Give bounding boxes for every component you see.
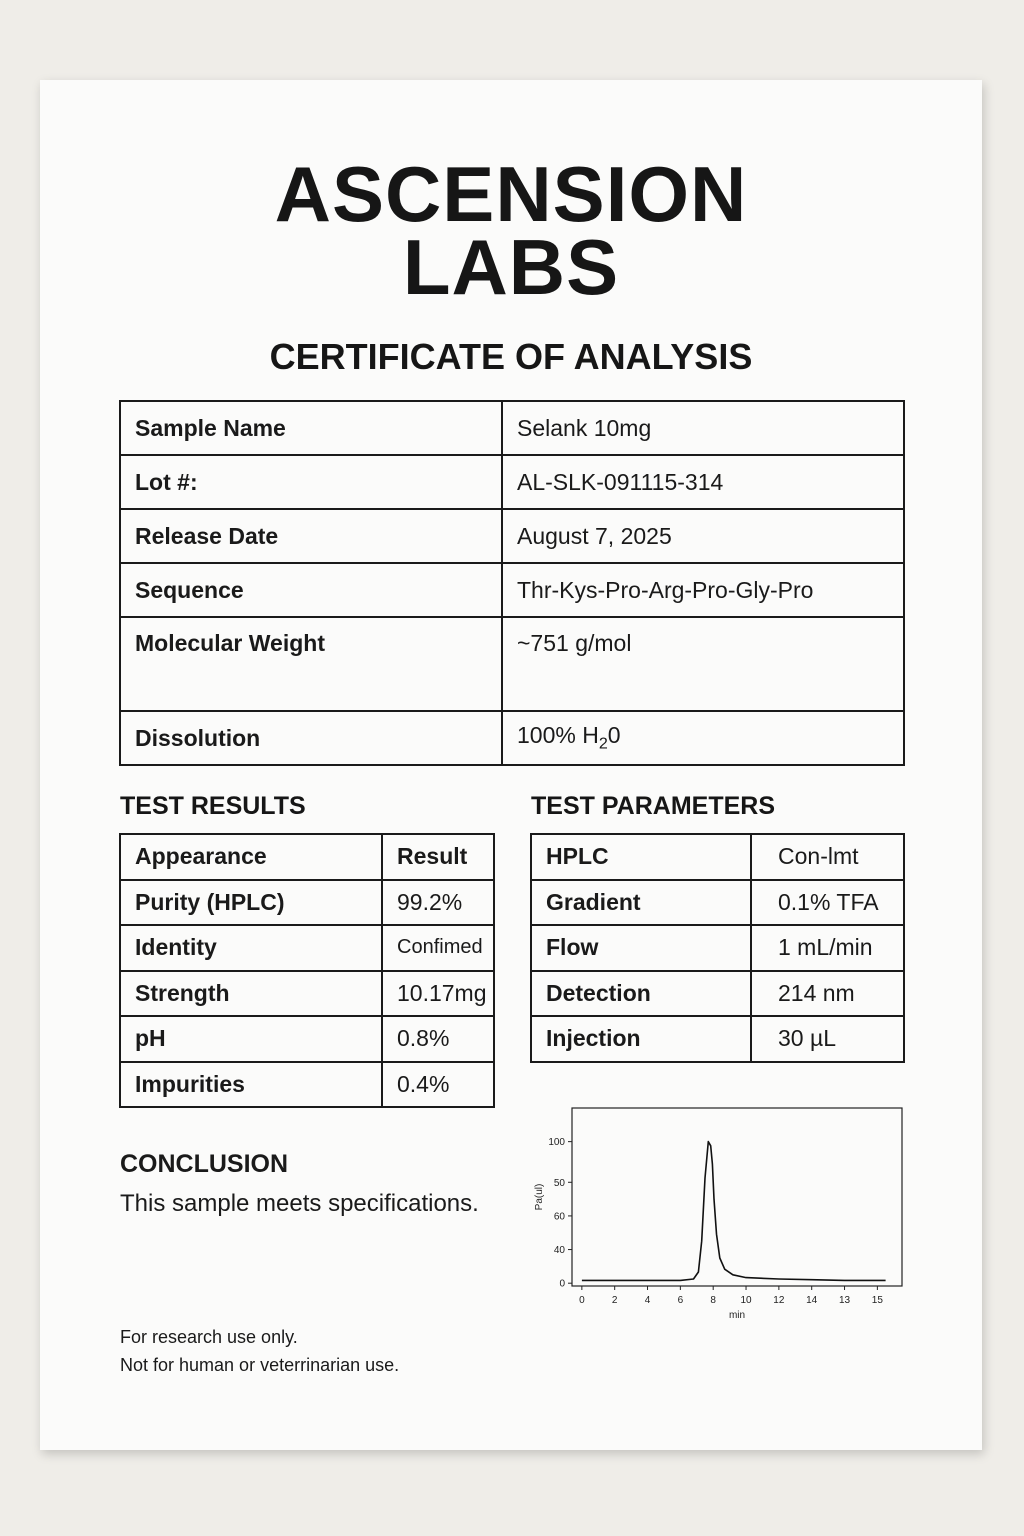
info-value: Selank 10mg [502,401,904,455]
table-row [120,971,494,1017]
table-row [120,617,904,711]
x-tick-label: 6 [677,1295,684,1306]
dissolution-tail: 0 [607,722,621,749]
info-label: Release Date [120,509,502,563]
result-label: Appearance [120,834,382,880]
y-tick-label: 60 [553,1211,565,1223]
info-value: Thr-Kys-Pro-Arg-Pro-Gly-Pro [502,563,904,617]
y-tick-label: 100 [548,1137,565,1149]
table-row [531,1016,904,1062]
conclusion-heading: CONCLUSION [120,1150,289,1178]
parameter-label: HPLC [531,834,751,880]
result-label: Strength [120,971,382,1017]
info-label: Sample Name [120,401,502,455]
certificate-sheet [40,80,982,1450]
x-tick-label: 4 [644,1295,651,1306]
dissolution-subscript: 2 [598,734,608,753]
table-row [120,455,904,509]
result-label: Purity (HPLC) [120,880,382,926]
x-tick-label: 0 [579,1295,585,1306]
table-row [120,401,904,455]
parameter-value: 30 µL [751,1016,904,1062]
test-results-table [119,833,495,1108]
info-value: August 7, 2025 [502,509,904,563]
chromatogram-line [582,1142,886,1281]
table-row [120,834,494,880]
parameter-value: 214 nm [751,971,904,1017]
table-row [531,925,904,971]
y-tick-label: 50 [553,1177,565,1189]
x-tick-label: 10 [740,1295,752,1306]
table-row [120,1016,494,1062]
x-tick-label: 2 [611,1295,618,1306]
table-row [120,711,904,765]
conclusion-text: This sample meets specifications. [120,1190,479,1217]
result-value: Result [382,834,494,880]
info-value: ~751 g/mol [502,617,904,711]
y-axis-label: Pa(ul) [534,1183,545,1211]
table-row [120,509,904,563]
test-parameters-heading: TEST PARAMETERS [531,792,775,820]
plot-frame [572,1108,902,1286]
result-value: 0.4% [382,1062,494,1108]
info-label: Dissolution [120,711,502,765]
table-row [120,925,494,971]
info-label: Lot #: [120,455,502,509]
result-label: Impurities [120,1062,382,1108]
test-results-heading: TEST RESULTS [120,792,306,820]
y-tick-label: 0 [559,1278,565,1290]
x-tick-label: 15 [871,1295,883,1306]
x-tick-label: 14 [806,1295,818,1306]
parameter-label: Gradient [531,880,751,926]
parameter-value: 1 mL/min [751,925,904,971]
result-value: 99.2% [382,880,494,926]
x-axis-label: min [728,1310,746,1321]
x-tick-label: 12 [773,1295,785,1306]
info-label: Molecular Weight [120,617,502,711]
result-label: pH [120,1016,382,1062]
footer-note-disclaimer: Not for human or veterrinarian use. [120,1355,400,1375]
result-label: Identity [120,925,382,971]
x-tick-label: 13 [838,1295,851,1306]
info-label: Sequence [120,563,502,617]
hplc-chromatogram [530,1100,920,1335]
brand-name-line2: LABS [402,223,620,311]
result-value: Confimed [382,925,494,971]
table-row [120,563,904,617]
parameter-value: 0.1% TFA [751,880,904,926]
sample-info-table [119,400,905,766]
result-value: 0.8% [382,1016,494,1062]
dissolution-main: 100% H [517,722,599,749]
x-tick-label: 8 [710,1295,716,1306]
parameter-label: Detection [531,971,751,1017]
table-row [531,971,904,1017]
info-value: AL-SLK-091115-314 [502,455,904,509]
table-row [531,880,904,926]
table-row [531,834,904,880]
document-title: CERTIFICATE OF ANALYSIS [269,336,753,377]
parameter-label: Injection [531,1016,751,1062]
parameter-value: Con-lmt [751,834,904,880]
table-row [120,1062,494,1108]
test-parameters-table [530,833,905,1063]
footer-note-research: For research use only. [120,1327,298,1347]
parameter-label: Flow [531,925,751,971]
table-row [120,880,494,926]
info-value-dissolution [502,711,904,765]
result-value: 10.17mg [382,971,494,1017]
brand-name-line1: ASCENSION [274,150,748,238]
y-tick-label: 40 [553,1245,565,1257]
